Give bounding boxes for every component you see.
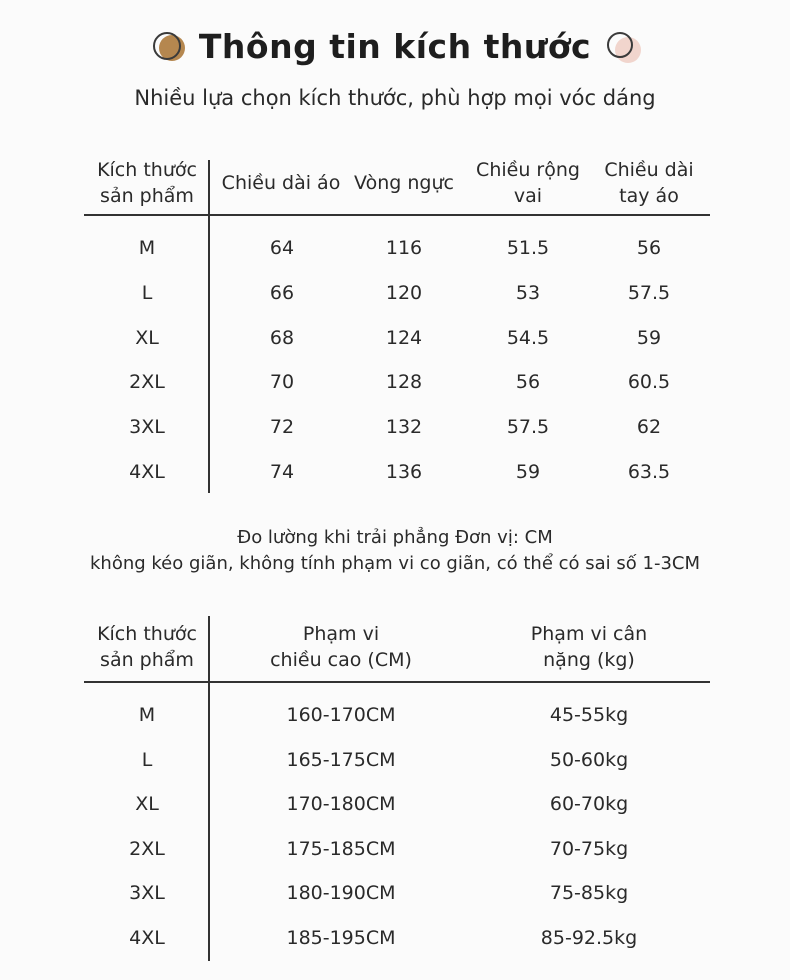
size-label: M [138,237,156,259]
header-chest: Vòng ngực [354,172,454,194]
decorative-circles-icon [605,29,639,63]
header-shoulder: Chiều rộng vai [476,159,580,207]
size-label: XL [135,326,159,349]
table-cell: 60.5 [627,371,671,394]
table-cell: 85-92.5kg [540,927,638,949]
table-cell: 120 [385,281,423,304]
table-cell: 56 [636,237,662,259]
table-cell: 74 [269,461,295,483]
table-cell: 180-190CM [286,882,396,905]
size-label: XL [135,793,159,816]
size-label: 4XL [129,461,165,483]
table-cell: 72 [269,416,295,439]
table-cell: 50-60kg [549,748,629,771]
table-cell: 128 [385,371,423,394]
size-label: L [141,281,153,304]
title-row [0,18,790,74]
table-cell: 62 [636,416,662,439]
page-title: Thông tin kích thước [198,26,592,66]
table-cell: 68 [269,326,295,349]
header-length: Chiều dài áo [221,172,341,194]
header-divider [84,681,710,683]
table-cell: 60-70kg [549,793,629,816]
table-cell: 63.5 [627,461,671,483]
table-cell: 59 [636,326,662,349]
size-label: M [138,704,156,726]
table-cell: 45-55kg [549,704,629,726]
table-cell: 51.5 [506,237,550,259]
table-cell: 70-75kg [549,837,629,860]
table-cell: 70 [269,371,295,394]
header-height-range: Phạm vi chiều cao (CM) [270,623,412,671]
table-cell: 175-185CM [286,837,396,860]
column-divider [208,616,210,961]
table-cell: 64 [269,237,295,259]
header-size: Kích thước sản phẩm [97,623,197,671]
table-cell: 66 [269,281,295,304]
table-cell: 132 [385,416,423,439]
header-sleeve: Chiều dài tay áo [604,159,694,207]
decorative-circles-icon [151,29,185,63]
table-cell: 59 [515,461,541,483]
header-divider [84,214,710,216]
table-cell: 116 [385,237,423,259]
size-label: 3XL [129,416,165,439]
size-label: 2XL [129,371,165,394]
table-cell: 75-85kg [549,882,629,905]
table-cell: 160-170CM [286,704,396,726]
tolerance-note: không kéo giãn, không tính phạm vi co giãn, có thể có sai số 1-3CM [90,553,700,574]
size-label: L [141,748,153,771]
measurement-note: Đo lường khi trải phẳng Đơn vị: CM [237,527,553,548]
page-subtitle: Nhiều lựa chọn kích thước, phù hợp mọi vóc dáng [134,86,656,110]
size-label: 3XL [129,882,165,905]
table-cell: 53 [515,281,541,304]
header-size: Kích thước sản phẩm [97,159,197,207]
table-cell: 136 [385,461,423,483]
table-cell: 165-175CM [286,748,396,771]
table-cell: 57.5 [506,416,550,439]
table-cell: 185-195CM [286,927,396,949]
header-weight-range: Phạm vi cân nặng (kg) [530,623,648,671]
table-cell: 56 [515,371,541,394]
table-cell: 170-180CM [286,793,396,816]
size-label: 4XL [129,927,165,949]
table-cell: 54.5 [506,326,550,349]
table-cell: 124 [385,326,423,349]
size-label: 2XL [129,837,165,860]
table-cell: 57.5 [627,281,671,304]
column-divider [208,160,210,493]
